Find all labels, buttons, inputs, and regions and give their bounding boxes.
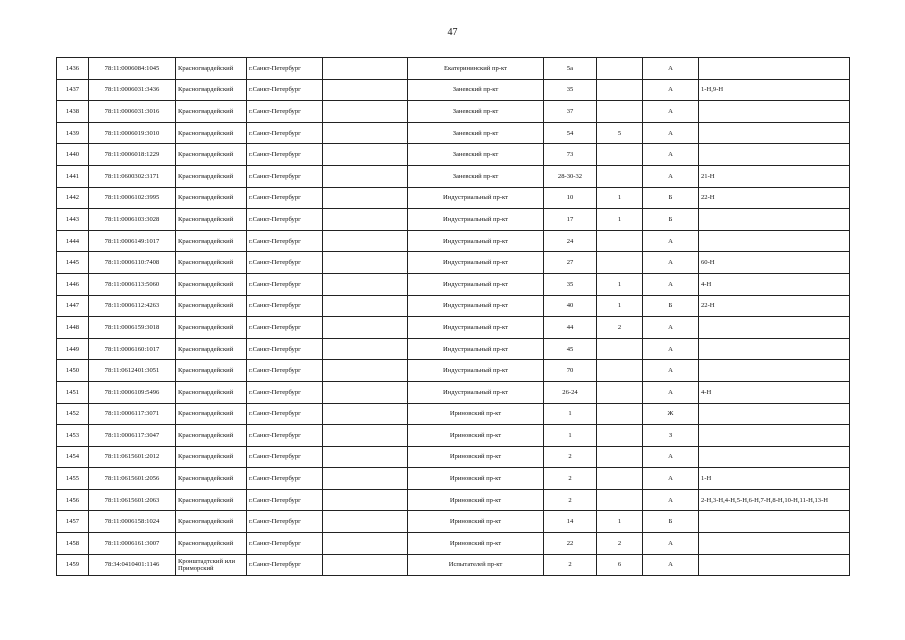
table-row: [57, 79, 850, 101]
street-cell: Ириновский пр-кт: [408, 489, 544, 511]
table-row: [57, 403, 850, 425]
street-cell: Ириновский пр-кт: [408, 446, 544, 468]
premises-cell: 4-Н: [699, 273, 850, 295]
row-number: 1454: [57, 446, 89, 468]
city-cell: г.Санкт-Петербург: [247, 295, 323, 317]
building-cell: [597, 360, 643, 382]
building-cell: [597, 165, 643, 187]
premises-cell: [699, 533, 850, 555]
street-cell: Екатерининский пр-кт: [408, 58, 544, 80]
house-cell: 26-24: [544, 381, 597, 403]
street-cell: Индустриальный пр-кт: [408, 338, 544, 360]
table-row: [57, 252, 850, 274]
letter-cell: А: [643, 533, 699, 555]
street-cell: Индустриальный пр-кт: [408, 295, 544, 317]
city-cell: г.Санкт-Петербург: [247, 338, 323, 360]
city-cell: г.Санкт-Петербург: [247, 468, 323, 490]
street-cell: Индустриальный пр-кт: [408, 230, 544, 252]
table-row: [57, 165, 850, 187]
street-cell: Ириновский пр-кт: [408, 511, 544, 533]
cadastral-number: 78:11:0006158:1024: [89, 511, 176, 533]
district-cell: Красногвардейский: [176, 489, 247, 511]
table-row: [57, 511, 850, 533]
table-row: [57, 122, 850, 144]
letter-cell: А: [643, 252, 699, 274]
house-cell: 35: [544, 79, 597, 101]
premises-cell: [699, 144, 850, 166]
empty-cell: [323, 165, 408, 187]
premises-cell: [699, 58, 850, 80]
row-number: 1452: [57, 403, 89, 425]
house-cell: 2: [544, 446, 597, 468]
city-cell: г.Санкт-Петербург: [247, 425, 323, 447]
empty-cell: [323, 338, 408, 360]
street-cell: Индустриальный пр-кт: [408, 273, 544, 295]
building-cell: 5: [597, 122, 643, 144]
premises-cell: [699, 446, 850, 468]
cadastral-number: 78:11:0006018:1229: [89, 144, 176, 166]
district-cell: Красногвардейский: [176, 295, 247, 317]
cadastral-number: 78:11:0006084:1045: [89, 58, 176, 80]
empty-cell: [323, 58, 408, 80]
letter-cell: А: [643, 446, 699, 468]
house-cell: 1: [544, 425, 597, 447]
premises-cell: 60-Н: [699, 252, 850, 274]
empty-cell: [323, 446, 408, 468]
letter-cell: А: [643, 317, 699, 339]
premises-cell: 1-Н,9-Н: [699, 79, 850, 101]
city-cell: г.Санкт-Петербург: [247, 273, 323, 295]
house-cell: 14: [544, 511, 597, 533]
letter-cell: А: [643, 79, 699, 101]
district-cell: Красногвардейский: [176, 446, 247, 468]
street-cell: Испытателей пр-кт: [408, 554, 544, 576]
house-cell: 40: [544, 295, 597, 317]
registry-table: [56, 57, 850, 576]
house-cell: 28-30-32: [544, 165, 597, 187]
cadastral-number: 78:11:0615601:2056: [89, 468, 176, 490]
city-cell: г.Санкт-Петербург: [247, 489, 323, 511]
letter-cell: А: [643, 381, 699, 403]
row-number: 1447: [57, 295, 89, 317]
premises-cell: [699, 554, 850, 576]
district-cell: Красногвардейский: [176, 338, 247, 360]
house-cell: 27: [544, 252, 597, 274]
table-row: [57, 489, 850, 511]
table-row: [57, 360, 850, 382]
street-cell: Заневский пр-кт: [408, 122, 544, 144]
house-cell: 70: [544, 360, 597, 382]
building-cell: 1: [597, 209, 643, 231]
cadastral-number: 78:11:0006103:3028: [89, 209, 176, 231]
city-cell: г.Санкт-Петербург: [247, 79, 323, 101]
building-cell: 2: [597, 317, 643, 339]
cadastral-number: 78:11:0006112:4263: [89, 295, 176, 317]
letter-cell: Б: [643, 187, 699, 209]
street-cell: Индустриальный пр-кт: [408, 252, 544, 274]
building-cell: 1: [597, 511, 643, 533]
street-cell: Ириновский пр-кт: [408, 403, 544, 425]
letter-cell: А: [643, 58, 699, 80]
page-number: 47: [447, 27, 458, 38]
building-cell: [597, 338, 643, 360]
city-cell: г.Санкт-Петербург: [247, 187, 323, 209]
letter-cell: Б: [643, 209, 699, 231]
house-cell: 22: [544, 533, 597, 555]
street-cell: Ириновский пр-кт: [408, 425, 544, 447]
building-cell: 2: [597, 533, 643, 555]
district-cell: Красногвардейский: [176, 58, 247, 80]
street-cell: Ириновский пр-кт: [408, 533, 544, 555]
row-number: 1455: [57, 468, 89, 490]
district-cell: Красногвардейский: [176, 165, 247, 187]
row-number: 1453: [57, 425, 89, 447]
house-cell: 24: [544, 230, 597, 252]
building-cell: 6: [597, 554, 643, 576]
district-cell: Красногвардейский: [176, 425, 247, 447]
cadastral-number: 78:11:0006031:3436: [89, 79, 176, 101]
district-cell: Красногвардейский: [176, 468, 247, 490]
city-cell: г.Санкт-Петербург: [247, 165, 323, 187]
row-number: 1451: [57, 381, 89, 403]
city-cell: г.Санкт-Петербург: [247, 317, 323, 339]
building-cell: [597, 230, 643, 252]
empty-cell: [323, 79, 408, 101]
cadastral-number: 78:11:0006117:3047: [89, 425, 176, 447]
empty-cell: [323, 360, 408, 382]
table-row: [57, 554, 850, 576]
empty-cell: [323, 381, 408, 403]
cadastral-number: 78:11:0006102:3995: [89, 187, 176, 209]
city-cell: г.Санкт-Петербург: [247, 252, 323, 274]
table-row: [57, 273, 850, 295]
letter-cell: А: [643, 489, 699, 511]
building-cell: 1: [597, 295, 643, 317]
cadastral-number: 78:11:0006109:5496: [89, 381, 176, 403]
empty-cell: [323, 252, 408, 274]
letter-cell: А: [643, 273, 699, 295]
letter-cell: Б: [643, 511, 699, 533]
table-row: [57, 533, 850, 555]
letter-cell: Ж: [643, 403, 699, 425]
empty-cell: [323, 144, 408, 166]
letter-cell: А: [643, 165, 699, 187]
building-cell: [597, 58, 643, 80]
cadastral-number: 78:11:0006161:3007: [89, 533, 176, 555]
street-cell: Заневский пр-кт: [408, 101, 544, 123]
letter-cell: А: [643, 122, 699, 144]
cadastral-number: 78:11:0006110:7408: [89, 252, 176, 274]
city-cell: г.Санкт-Петербург: [247, 144, 323, 166]
city-cell: г.Санкт-Петербург: [247, 554, 323, 576]
empty-cell: [323, 209, 408, 231]
row-number: 1436: [57, 58, 89, 80]
building-cell: [597, 144, 643, 166]
street-cell: Индустриальный пр-кт: [408, 187, 544, 209]
row-number: 1442: [57, 187, 89, 209]
cadastral-number: 78:11:0615601:2012: [89, 446, 176, 468]
street-cell: Индустриальный пр-кт: [408, 209, 544, 231]
cadastral-number: 78:11:0006149:1017: [89, 230, 176, 252]
cadastral-number: 78:11:0006113:5060: [89, 273, 176, 295]
district-cell: Красногвардейский: [176, 533, 247, 555]
street-cell: Заневский пр-кт: [408, 165, 544, 187]
row-number: 1456: [57, 489, 89, 511]
district-cell: Красногвардейский: [176, 381, 247, 403]
cadastral-number: 78:11:0006019:3010: [89, 122, 176, 144]
house-cell: 45: [544, 338, 597, 360]
city-cell: г.Санкт-Петербург: [247, 446, 323, 468]
house-cell: 44: [544, 317, 597, 339]
premises-cell: [699, 338, 850, 360]
house-cell: 17: [544, 209, 597, 231]
city-cell: г.Санкт-Петербург: [247, 122, 323, 144]
empty-cell: [323, 468, 408, 490]
house-cell: 2: [544, 489, 597, 511]
empty-cell: [323, 101, 408, 123]
letter-cell: З: [643, 425, 699, 447]
premises-cell: [699, 122, 850, 144]
empty-cell: [323, 230, 408, 252]
district-cell: Красногвардейский: [176, 252, 247, 274]
row-number: 1443: [57, 209, 89, 231]
cadastral-number: 78:11:0006159:3018: [89, 317, 176, 339]
row-number: 1450: [57, 360, 89, 382]
letter-cell: А: [643, 360, 699, 382]
row-number: 1441: [57, 165, 89, 187]
row-number: 1440: [57, 144, 89, 166]
premises-cell: [699, 101, 850, 123]
premises-cell: 22-Н: [699, 187, 850, 209]
table-row: [57, 468, 850, 490]
letter-cell: А: [643, 101, 699, 123]
street-cell: Индустриальный пр-кт: [408, 360, 544, 382]
empty-cell: [323, 403, 408, 425]
district-cell: Кронштадтский или Приморский: [176, 554, 247, 576]
empty-cell: [323, 187, 408, 209]
table-row: [57, 101, 850, 123]
premises-cell: [699, 403, 850, 425]
premises-cell: [699, 511, 850, 533]
table-row: [57, 58, 850, 80]
premises-cell: 1-Н: [699, 468, 850, 490]
row-number: 1444: [57, 230, 89, 252]
empty-cell: [323, 317, 408, 339]
building-cell: [597, 403, 643, 425]
street-cell: Индустриальный пр-кт: [408, 381, 544, 403]
house-cell: 54: [544, 122, 597, 144]
district-cell: Красногвардейский: [176, 511, 247, 533]
city-cell: г.Санкт-Петербург: [247, 230, 323, 252]
row-number: 1458: [57, 533, 89, 555]
premises-cell: 2-Н,3-Н,4-Н,5-Н,6-Н,7-Н,8-Н,10-Н,11-Н,13-Н: [699, 489, 850, 511]
building-cell: [597, 425, 643, 447]
district-cell: Красногвардейский: [176, 101, 247, 123]
row-number: 1445: [57, 252, 89, 274]
house-cell: 5а: [544, 58, 597, 80]
premises-cell: [699, 425, 850, 447]
house-cell: 2: [544, 554, 597, 576]
row-number: 1457: [57, 511, 89, 533]
row-number: 1438: [57, 101, 89, 123]
table-row: [57, 446, 850, 468]
building-cell: 1: [597, 187, 643, 209]
empty-cell: [323, 425, 408, 447]
empty-cell: [323, 533, 408, 555]
cadastral-number: 78:11:0006117:3071: [89, 403, 176, 425]
district-cell: Красногвардейский: [176, 360, 247, 382]
city-cell: г.Санкт-Петербург: [247, 381, 323, 403]
premises-cell: 22-Н: [699, 295, 850, 317]
city-cell: г.Санкт-Петербург: [247, 511, 323, 533]
premises-cell: [699, 209, 850, 231]
row-number: 1459: [57, 554, 89, 576]
house-cell: 73: [544, 144, 597, 166]
table-row: [57, 381, 850, 403]
table-row: [57, 144, 850, 166]
row-number: 1449: [57, 338, 89, 360]
district-cell: Красногвардейский: [176, 187, 247, 209]
city-cell: г.Санкт-Петербург: [247, 533, 323, 555]
table-row: [57, 295, 850, 317]
table-row: [57, 187, 850, 209]
district-cell: Красногвардейский: [176, 144, 247, 166]
table-row: [57, 338, 850, 360]
row-number: 1439: [57, 122, 89, 144]
building-cell: [597, 252, 643, 274]
premises-cell: 21-Н: [699, 165, 850, 187]
letter-cell: А: [643, 338, 699, 360]
table-row: [57, 230, 850, 252]
house-cell: 2: [544, 468, 597, 490]
empty-cell: [323, 511, 408, 533]
row-number: 1448: [57, 317, 89, 339]
cadastral-number: 78:11:0612401:3051: [89, 360, 176, 382]
letter-cell: А: [643, 144, 699, 166]
table-row: [57, 209, 850, 231]
empty-cell: [323, 489, 408, 511]
district-cell: Красногвардейский: [176, 122, 247, 144]
building-cell: [597, 468, 643, 490]
district-cell: Красногвардейский: [176, 403, 247, 425]
district-cell: Красногвардейский: [176, 273, 247, 295]
empty-cell: [323, 273, 408, 295]
city-cell: г.Санкт-Петербург: [247, 360, 323, 382]
street-cell: Индустриальный пр-кт: [408, 317, 544, 339]
house-cell: 35: [544, 273, 597, 295]
street-cell: Ириновский пр-кт: [408, 468, 544, 490]
premises-cell: [699, 360, 850, 382]
city-cell: г.Санкт-Петербург: [247, 209, 323, 231]
district-cell: Красногвардейский: [176, 79, 247, 101]
premises-cell: [699, 317, 850, 339]
house-cell: 1: [544, 403, 597, 425]
cadastral-number: 78:11:0006160:1017: [89, 338, 176, 360]
building-cell: [597, 446, 643, 468]
empty-cell: [323, 554, 408, 576]
street-cell: Заневский пр-кт: [408, 79, 544, 101]
empty-cell: [323, 295, 408, 317]
empty-cell: [323, 122, 408, 144]
city-cell: г.Санкт-Петербург: [247, 403, 323, 425]
letter-cell: Б: [643, 295, 699, 317]
row-number: 1437: [57, 79, 89, 101]
city-cell: г.Санкт-Петербург: [247, 101, 323, 123]
cadastral-number: 78:34:0410401:1146: [89, 554, 176, 576]
district-cell: Красногвардейский: [176, 209, 247, 231]
letter-cell: А: [643, 554, 699, 576]
table-row: [57, 425, 850, 447]
house-cell: 37: [544, 101, 597, 123]
district-cell: Красногвардейский: [176, 317, 247, 339]
letter-cell: А: [643, 230, 699, 252]
premises-cell: 4-Н: [699, 381, 850, 403]
city-cell: г.Санкт-Петербург: [247, 58, 323, 80]
house-cell: 10: [544, 187, 597, 209]
letter-cell: А: [643, 468, 699, 490]
building-cell: [597, 489, 643, 511]
building-cell: [597, 79, 643, 101]
street-cell: Заневский пр-кт: [408, 144, 544, 166]
cadastral-number: 78:11:0006031:3016: [89, 101, 176, 123]
building-cell: [597, 381, 643, 403]
building-cell: 1: [597, 273, 643, 295]
cadastral-number: 78:11:0615601:2063: [89, 489, 176, 511]
cadastral-number: 78:11:0600302:3171: [89, 165, 176, 187]
district-cell: Красногвардейский: [176, 230, 247, 252]
premises-cell: [699, 230, 850, 252]
table-row: [57, 317, 850, 339]
building-cell: [597, 101, 643, 123]
row-number: 1446: [57, 273, 89, 295]
